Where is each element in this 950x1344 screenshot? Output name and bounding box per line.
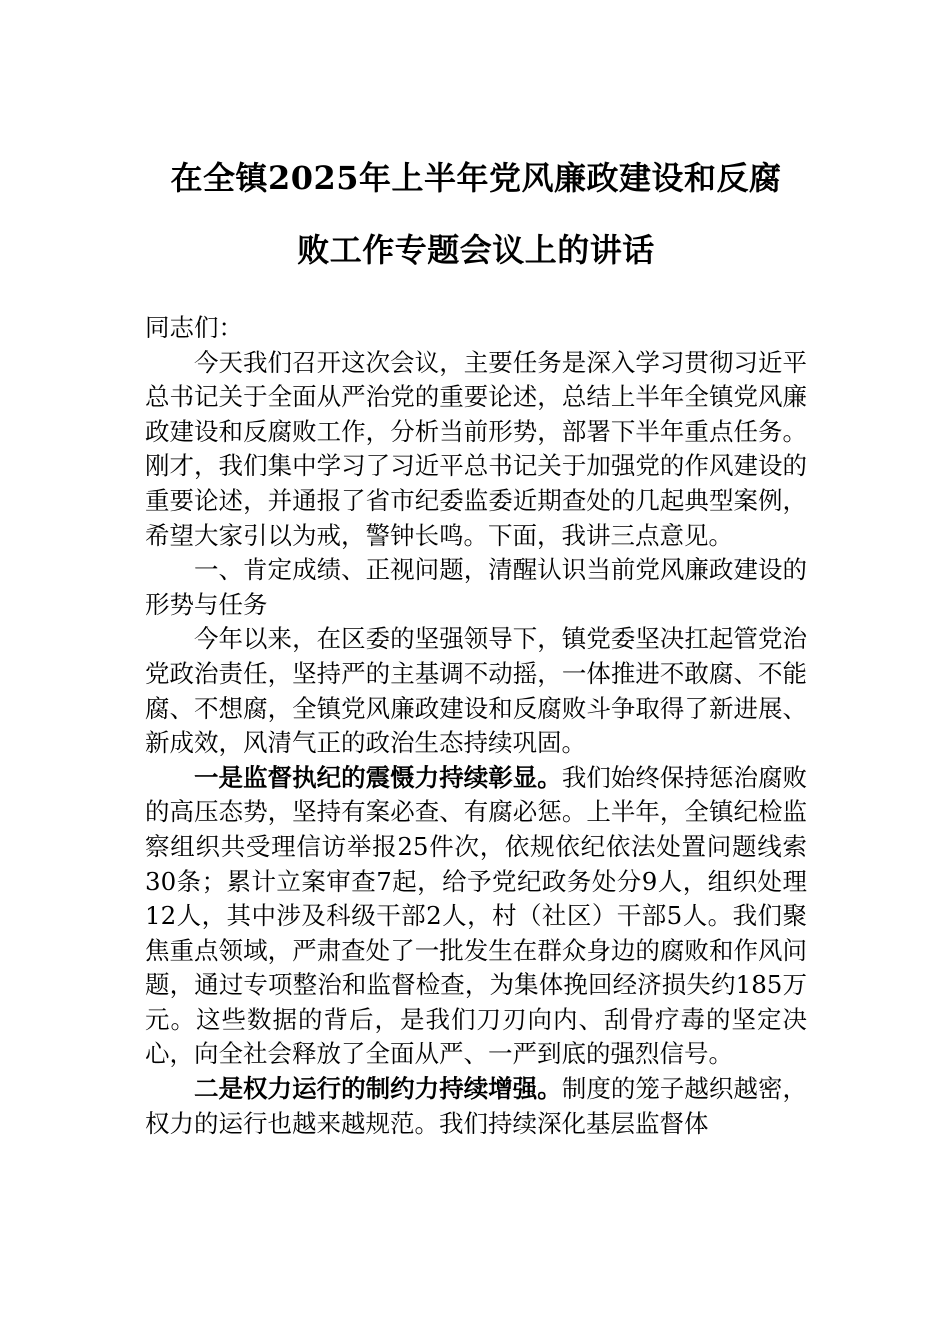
document-title-line-2: 败工作专题会议上的讲话 bbox=[297, 231, 655, 269]
point-2-body: 制度的笼子越织越密，权力的运行也越来越规范。我们持续深化基层监督体 bbox=[145, 1074, 807, 1138]
paragraph-power-restraint bbox=[145, 1072, 807, 1141]
paragraph-supervision bbox=[145, 761, 807, 1072]
document-title-line-1: 在全镇2025年上半年党风廉政建设和反腐 bbox=[170, 159, 782, 197]
document-page bbox=[145, 160, 807, 1141]
section-heading-1: 一、肯定成绩、正视问题，清醒认识当前党风廉政建设的形势与任务 bbox=[145, 555, 807, 619]
document-body bbox=[145, 311, 807, 1141]
paragraph-intro: 今天我们召开这次会议，主要任务是深入学习贯彻习近平总书记关于全面从严治党的重要论述，总结上半年全镇党风廉政建设和反腐败工作，分析当前形势，部署下半年重点任务。刚才，我们集中学习了习近平总书记关于加强党的作风建设的重要论述，并通报了省市纪委监委近期查处的几起典型案例，希望大家引以为戒，警钟长鸣。下面，我讲三点意见。 bbox=[145, 347, 807, 550]
salutation: 同志们： bbox=[145, 313, 243, 342]
point-1-body: 我们始终保持惩治腐败的高压态势，坚持有案必查、有腐必惩。上半年，全镇纪检监察组织共受理信访举报25件次，依规依纪依法处置问题线索30条；累计立案审查7起，给予党纪政务处分9人，组织处理12人，其中涉及科级干部2人，村（社区）干部5人。我们聚焦重点领域，严肃查处了一批发生在群众身边的腐败和作风问题，通过专项整治和监督检查，为集体挽回经济损失约185万元。这些数据的背后，是我们刀刃向内、刮骨疗毒的坚定决心，向全社会释放了全面从严、一严到底的强烈信号。 bbox=[145, 762, 807, 1069]
point-1-lead: 一是监督执纪的震慑力持续彰显。 bbox=[194, 762, 562, 792]
paragraph-overview: 今年以来，在区委的坚强领导下，镇党委坚决扛起管党治党政治责任，坚持严的主基调不动摇，一体推进不敢腐、不能腐、不想腐，全镇党风廉政建设和反腐败斗争取得了新进展、新成效，风清气正的政治生态持续巩固。 bbox=[145, 624, 807, 758]
point-2-lead: 二是权力运行的制约力持续增强。 bbox=[194, 1074, 562, 1104]
